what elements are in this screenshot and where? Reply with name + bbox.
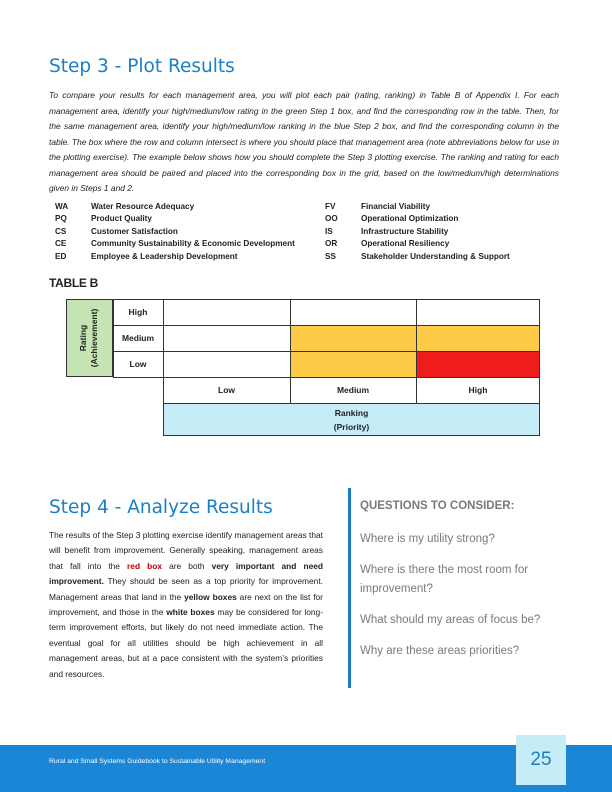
step3-intro: To compare your results for each management area, you will plot each pair (rating, ranking) in Table B of Appendix I. For each management area, identify your high/medium/low rating in the green Step 1 box, and find the corresponding row in the table. Then, for the same management area, identify your high/medium/low ranking in the blue Step 2 box, and find the corresponding column in the table. The box where the row and column intersect is where you should place that management area (note abbreviations below for use in the plotting exercise). The example below shows how you should complete the Step 3 plotting exercise. The ranking and rating for each management area should be paired and placed into the corresponding box in the grid, based on the low/medium/high determinations given in Steps 1 and 2. xyxy=(49,90,559,193)
grid-cell-medium-high xyxy=(416,325,540,351)
grid-line xyxy=(113,325,540,326)
abbreviation-code: OO xyxy=(325,214,338,224)
step4-text: are next on the list for improvement, and those in the xyxy=(49,591,323,618)
abbreviation-name: Operational Optimization xyxy=(361,214,459,224)
abbreviation-code: OR xyxy=(325,239,338,249)
abbreviation-code: CE xyxy=(55,239,67,249)
question-item: Why are these areas priorities? xyxy=(360,645,520,657)
abbreviation-item xyxy=(55,213,295,225)
abbreviation-name: Employee & Leadership Development xyxy=(91,251,238,261)
abbreviation-code: IS xyxy=(325,226,333,236)
abbreviation-item xyxy=(325,201,510,213)
grid-line xyxy=(113,351,540,352)
abbreviation-list-right xyxy=(325,201,510,263)
page-number: 25 xyxy=(516,735,566,785)
ranking-box xyxy=(163,403,540,436)
abbreviation-name: Stakeholder Understanding & Support xyxy=(361,251,510,261)
question-item: What should my areas of focus be? xyxy=(360,614,541,626)
abbreviation-item xyxy=(55,201,295,213)
rating-label xyxy=(78,309,100,368)
red-box-text: red box xyxy=(127,560,163,571)
abbreviation-item xyxy=(325,251,510,263)
questions-title: QUESTIONS TO CONSIDER: xyxy=(360,500,515,512)
abbreviation-name: Infrastructure Stability xyxy=(361,226,449,236)
abbreviation-name: Product Quality xyxy=(91,214,152,224)
abbreviation-list-left xyxy=(55,201,295,263)
ranking-label-line1: Ranking xyxy=(334,408,369,418)
abbreviation-name: Operational Resiliency xyxy=(361,239,450,249)
abbreviation-item xyxy=(325,213,510,225)
footer-text: Rural and Small Systems Guidebook to Sustainable Utility Management xyxy=(49,758,266,765)
rating-label-line1: Rating xyxy=(78,324,88,352)
column-label-high: High xyxy=(468,385,488,395)
abbreviation-name: Water Resource Adequacy xyxy=(91,202,195,211)
abbreviation-name: Customer Satisfaction xyxy=(91,226,178,236)
row-label-medium: Medium xyxy=(121,333,155,343)
step4-bold-text: very important and need improvement. xyxy=(49,560,324,587)
table-b-title: TABLE B xyxy=(49,276,99,290)
abbreviation-code: ED xyxy=(55,251,67,261)
step4-title: Step 4 - Analyze Results xyxy=(49,497,273,518)
row-label-low: Low xyxy=(129,359,147,369)
abbreviation-item xyxy=(55,226,295,238)
abbreviation-code: CS xyxy=(55,226,67,236)
abbreviation-code: PQ xyxy=(55,214,67,224)
step4-text: are both xyxy=(162,560,212,571)
grid-cell-low-medium xyxy=(290,351,416,377)
rating-label-line2: (Achievement) xyxy=(89,308,99,368)
question-item: Where is my utility strong? xyxy=(360,533,495,545)
step4-text: may be considered for long-term improvement efforts, but likely do not need immediate action. The eventual goal for all utilities should be high achievement in all management areas, but at a pace consistent with the system’s priorities and resources. xyxy=(49,607,324,679)
abbreviation-code: FV xyxy=(325,202,336,211)
row-label-high: High xyxy=(128,307,148,317)
white-boxes-text: white boxes xyxy=(166,607,215,618)
ranking-label-line2: (Priority) xyxy=(333,422,370,432)
sidebar-divider xyxy=(348,488,351,688)
column-label-low: Low xyxy=(218,385,235,395)
abbreviation-code: WA xyxy=(55,202,69,211)
step4-body xyxy=(49,528,323,682)
column-label-medium: Medium xyxy=(336,385,370,395)
grid-cell-low-high xyxy=(416,351,540,377)
abbreviation-name: Community Sustainability & Economic Development xyxy=(91,239,295,249)
abbreviation-item xyxy=(55,238,295,250)
abbreviation-item xyxy=(55,251,295,263)
step4-text: The results of the Step 3 plotting exercise identify management areas that will benefit from improvement. Generally speaking, management areas that fall into the xyxy=(49,530,323,571)
abbreviation-item xyxy=(325,238,510,250)
abbreviation-code: SS xyxy=(325,251,336,261)
grid-cell-medium-medium xyxy=(290,325,416,351)
question-item: Where is there the most room for improvement? xyxy=(360,564,529,595)
abbreviation-item xyxy=(325,226,510,238)
yellow-boxes-text: yellow boxes xyxy=(184,591,237,602)
abbreviation-name: Financial Viability xyxy=(361,202,431,211)
step3-title: Step 3 - Plot Results xyxy=(49,56,235,77)
step4-text: They should be seen as a top priority for improvement. Management areas that land in the xyxy=(49,576,323,602)
grid-line xyxy=(113,299,540,300)
